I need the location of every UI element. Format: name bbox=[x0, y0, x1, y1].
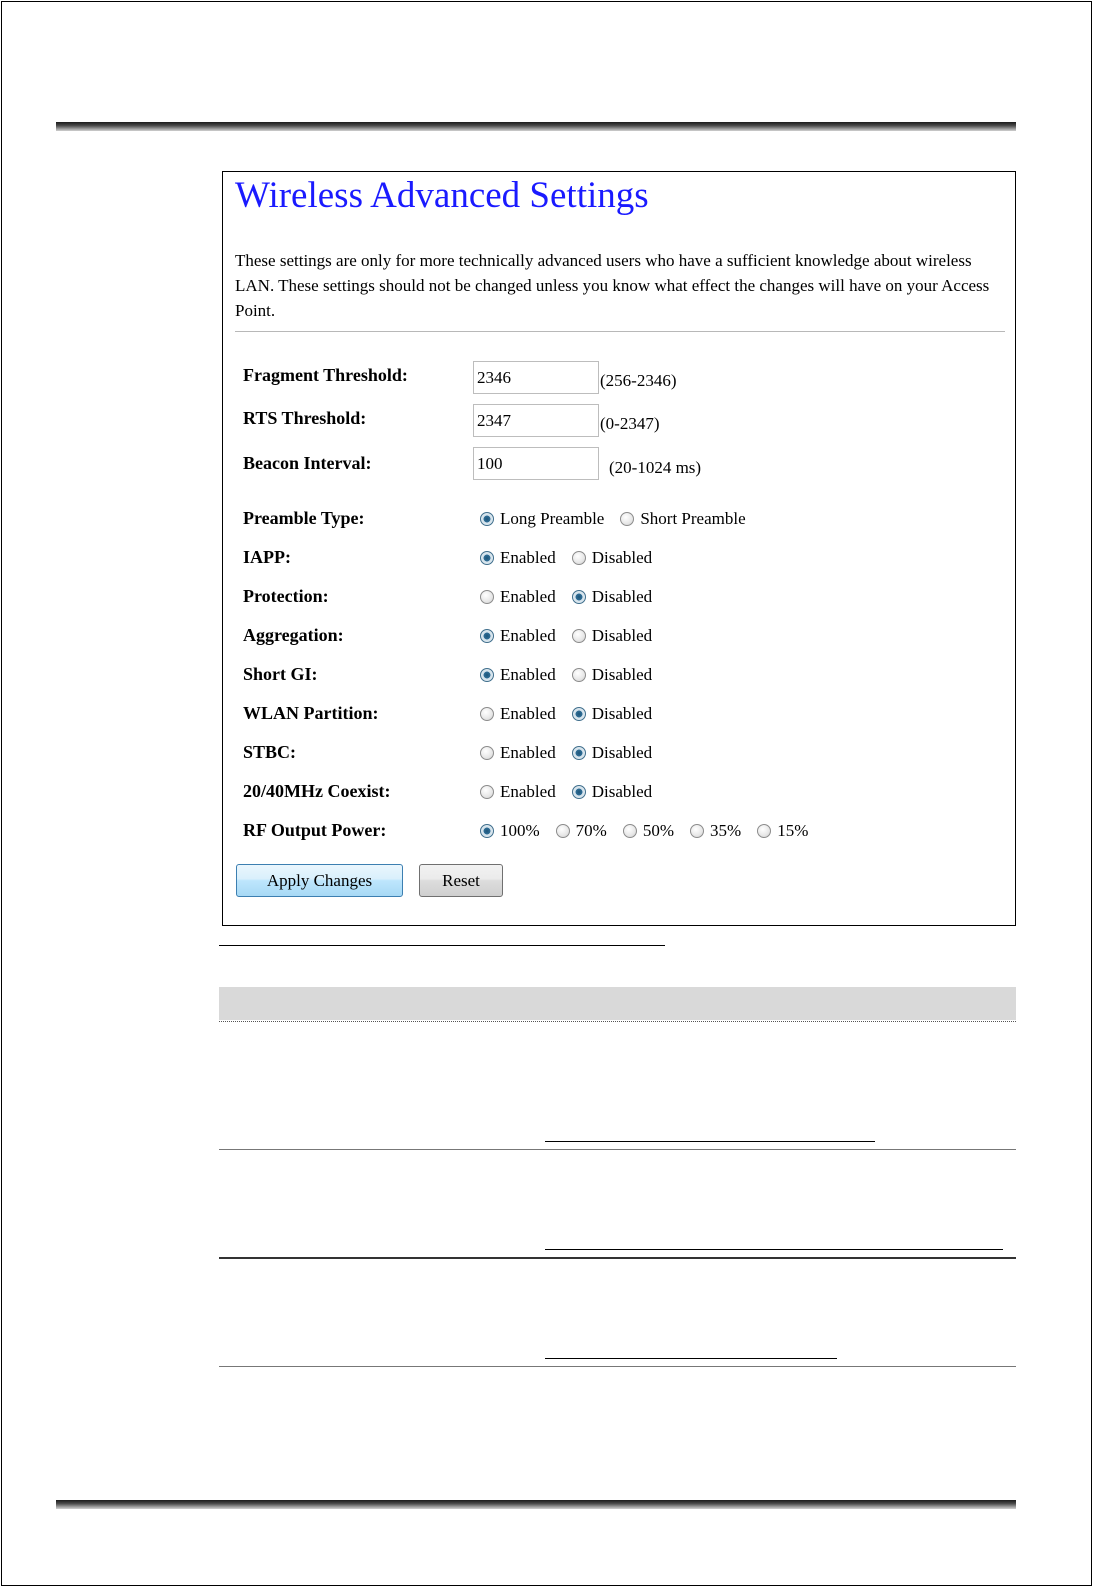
radio-checked-icon[interactable] bbox=[480, 512, 494, 526]
table-header-divider bbox=[219, 1021, 1016, 1022]
protection-label: Protection: bbox=[243, 586, 329, 606]
short-gi-option[interactable] bbox=[572, 665, 652, 685]
beacon-interval-label: Beacon Interval: bbox=[243, 453, 372, 473]
panel-description: These settings are only for more technically advanced users who have a sufficient knowledge about wireless LAN. These settings should not be changed unless you know what effect the changes will have on your Access Point. bbox=[235, 251, 990, 320]
fragment-threshold-input[interactable] bbox=[473, 361, 599, 394]
row-separator bbox=[219, 1366, 1016, 1367]
coexist-20-40mhz-label: 20/40MHz Coexist: bbox=[243, 781, 391, 801]
rts-threshold-row bbox=[223, 410, 1017, 446]
row-underline bbox=[545, 1249, 1003, 1250]
radio-option-label: Short Preamble bbox=[640, 509, 746, 528]
radio-option-label: Disabled bbox=[591, 548, 653, 567]
stbc-option[interactable] bbox=[572, 743, 652, 763]
radio-option-label: Disabled bbox=[591, 587, 653, 606]
radio-option-label: Enabled bbox=[500, 626, 556, 645]
short-gi-radio-group bbox=[480, 662, 668, 688]
radio-checked-icon[interactable] bbox=[572, 707, 586, 721]
aggregation-label: Aggregation: bbox=[243, 625, 344, 645]
caption-underline bbox=[219, 945, 665, 946]
radio-checked-icon[interactable] bbox=[572, 590, 586, 604]
preamble-type-option[interactable] bbox=[480, 509, 604, 529]
iapp-label: IAPP: bbox=[243, 547, 291, 567]
radio-option-label: 15% bbox=[777, 821, 809, 840]
iapp-row bbox=[223, 543, 1017, 579]
radio-option-label: 100% bbox=[500, 821, 540, 840]
row-separator bbox=[219, 1257, 1016, 1259]
radio-unchecked-icon[interactable] bbox=[480, 707, 494, 721]
stbc-option[interactable] bbox=[480, 743, 556, 763]
beacon-interval-hint: (20-1024 ms) bbox=[609, 458, 702, 477]
radio-unchecked-icon[interactable] bbox=[556, 824, 570, 838]
radio-option-label: Disabled bbox=[591, 665, 653, 684]
coexist-20-40mhz-option[interactable] bbox=[480, 782, 556, 802]
short-gi-label: Short GI: bbox=[243, 664, 318, 684]
radio-checked-icon[interactable] bbox=[480, 551, 494, 565]
radio-checked-icon[interactable] bbox=[572, 785, 586, 799]
radio-unchecked-icon[interactable] bbox=[572, 551, 586, 565]
radio-checked-icon[interactable] bbox=[572, 746, 586, 760]
stbc-radio-group bbox=[480, 740, 668, 766]
iapp-option[interactable] bbox=[572, 548, 652, 568]
radio-unchecked-icon[interactable] bbox=[572, 668, 586, 682]
fragment-threshold-label: Fragment Threshold: bbox=[243, 365, 408, 385]
radio-option-label: Disabled bbox=[591, 626, 653, 645]
radio-unchecked-icon[interactable] bbox=[757, 824, 771, 838]
iapp-radio-group bbox=[480, 545, 668, 571]
rts-threshold-label: RTS Threshold: bbox=[243, 408, 367, 428]
coexist-20-40mhz-row bbox=[223, 777, 1017, 813]
beacon-interval-row bbox=[223, 453, 1017, 489]
row-underline bbox=[545, 1141, 875, 1142]
rf-output-power-option[interactable] bbox=[757, 821, 808, 841]
radio-option-label: 35% bbox=[710, 821, 742, 840]
radio-option-label: 50% bbox=[642, 821, 675, 840]
rf-output-power-label: RF Output Power: bbox=[243, 820, 387, 840]
radio-option-label: 70% bbox=[575, 821, 607, 840]
preamble-type-label: Preamble Type: bbox=[243, 508, 365, 528]
radio-option-label: Enabled bbox=[500, 782, 556, 801]
row-separator bbox=[219, 1149, 1016, 1150]
fragment-threshold-hint: (256-2346) bbox=[600, 371, 677, 390]
wlan-partition-row bbox=[223, 699, 1017, 735]
apply-changes-button[interactable]: Apply Changes bbox=[236, 864, 403, 897]
preamble-type-option[interactable] bbox=[620, 509, 745, 529]
protection-option[interactable] bbox=[480, 587, 556, 607]
fragment-threshold-row bbox=[223, 367, 1017, 403]
preamble-type-radio-group bbox=[480, 506, 762, 532]
radio-checked-icon[interactable] bbox=[480, 824, 494, 838]
protection-radio-group bbox=[480, 584, 668, 610]
protection-row bbox=[223, 582, 1017, 618]
stbc-row bbox=[223, 738, 1017, 774]
coexist-20-40mhz-option[interactable] bbox=[572, 782, 652, 802]
section-divider bbox=[235, 331, 1005, 332]
preamble-type-row bbox=[223, 504, 1017, 540]
rf-output-power-option[interactable] bbox=[623, 821, 674, 841]
radio-unchecked-icon[interactable] bbox=[480, 746, 494, 760]
wlan-partition-radio-group bbox=[480, 701, 668, 727]
radio-unchecked-icon[interactable] bbox=[690, 824, 704, 838]
radio-unchecked-icon[interactable] bbox=[623, 824, 637, 838]
radio-unchecked-icon[interactable] bbox=[480, 590, 494, 604]
stbc-label: STBC: bbox=[243, 742, 297, 762]
table-header bbox=[219, 987, 1016, 1020]
aggregation-row bbox=[223, 621, 1017, 657]
aggregation-radio-group bbox=[480, 623, 668, 649]
iapp-option[interactable] bbox=[480, 548, 556, 568]
rf-output-power-radio-group bbox=[480, 818, 824, 844]
wireless-advanced-settings-panel bbox=[222, 171, 1016, 926]
rts-threshold-input[interactable] bbox=[473, 404, 599, 437]
radio-unchecked-icon[interactable] bbox=[620, 512, 634, 526]
radio-checked-icon[interactable] bbox=[480, 629, 494, 643]
radio-option-label: Enabled bbox=[500, 548, 556, 567]
radio-option-label: Disabled bbox=[591, 704, 653, 723]
wlan-partition-option[interactable] bbox=[480, 704, 556, 724]
radio-option-label: Long Preamble bbox=[500, 509, 605, 528]
wlan-partition-label: WLAN Partition: bbox=[243, 703, 379, 723]
radio-unchecked-icon[interactable] bbox=[572, 629, 586, 643]
rf-output-power-option[interactable] bbox=[690, 821, 741, 841]
aggregation-option[interactable] bbox=[572, 626, 652, 646]
rf-output-power-row bbox=[223, 816, 1017, 852]
protection-option[interactable] bbox=[572, 587, 652, 607]
rf-output-power-option[interactable] bbox=[480, 821, 540, 841]
wlan-partition-option[interactable] bbox=[572, 704, 652, 724]
reset-button[interactable]: Reset bbox=[419, 864, 503, 897]
short-gi-row bbox=[223, 660, 1017, 696]
coexist-20-40mhz-radio-group bbox=[480, 779, 668, 805]
rf-output-power-option[interactable] bbox=[556, 821, 607, 841]
radio-option-label: Disabled bbox=[591, 743, 653, 762]
header-rule bbox=[56, 122, 1016, 131]
radio-option-label: Enabled bbox=[500, 587, 556, 606]
aggregation-option[interactable] bbox=[480, 626, 556, 646]
radio-option-label: Disabled bbox=[591, 782, 653, 801]
radio-option-label: Enabled bbox=[500, 743, 556, 762]
short-gi-option[interactable] bbox=[480, 665, 556, 685]
radio-option-label: Enabled bbox=[500, 704, 556, 723]
radio-option-label: Enabled bbox=[500, 665, 556, 684]
radio-checked-icon[interactable] bbox=[480, 668, 494, 682]
page-title: Wireless Advanced Settings bbox=[235, 175, 649, 216]
rts-threshold-hint: (0-2347) bbox=[600, 414, 660, 433]
radio-unchecked-icon[interactable] bbox=[480, 785, 494, 799]
beacon-interval-input[interactable] bbox=[473, 447, 599, 480]
row-underline bbox=[545, 1358, 837, 1359]
footer-rule bbox=[56, 1500, 1016, 1509]
